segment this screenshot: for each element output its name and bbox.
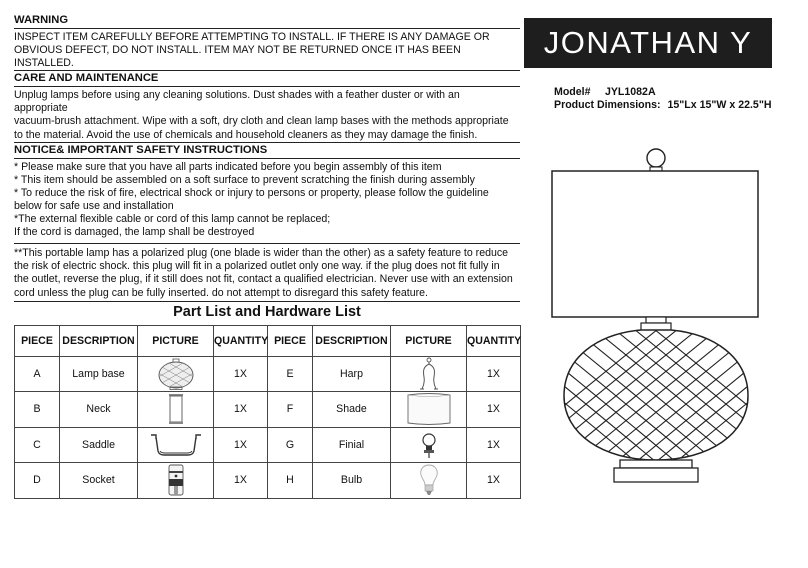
harp-icon xyxy=(391,356,467,392)
piece-cell: C xyxy=(15,427,60,463)
description-cell: Saddle xyxy=(60,427,138,463)
quantity-cell: 1X xyxy=(214,392,268,428)
shade-drawing xyxy=(552,171,758,317)
piece-cell: H xyxy=(268,463,313,499)
piece-cell: B xyxy=(15,392,60,428)
brand-logo: JONATHAN Y xyxy=(524,18,772,68)
warning-heading: WARNING xyxy=(14,14,520,29)
parts-header-row xyxy=(15,325,521,356)
description-cell: Finial xyxy=(313,427,391,463)
quantity-cell: 1X xyxy=(467,356,521,392)
piece-cell: D xyxy=(15,463,60,499)
base-drawing xyxy=(614,460,698,482)
header-piece: PIECE xyxy=(268,325,313,356)
neck-icon xyxy=(138,392,214,428)
finial-icon xyxy=(391,427,467,463)
neck-drawing xyxy=(641,317,671,331)
description-cell: Shade xyxy=(313,392,391,428)
bulb-icon xyxy=(391,463,467,499)
header-picture: PICTURE xyxy=(391,325,467,356)
table-row xyxy=(15,392,521,428)
product-dimensions: Product Dimensions: 15"Lx 15"W x 22.5"H xyxy=(554,99,772,111)
notice-heading: NOTICE& IMPORTANT SAFETY INSTRUCTIONS xyxy=(14,144,520,159)
parts-table-title: Part List and Hardware List xyxy=(173,303,361,320)
socket-icon xyxy=(138,463,214,499)
notice-text: * Please make sure that you have all parts indicated before you begin assembly of this item * This item should be assembled on a soft surface to prevent scratching the finish during assembly * To reduce the risk of fire, electrical shock or injury to persons or property, please follow the guideline below for safe use and installation *The external flexible cable or cord of this lamp cannot be replaced; If the cord is damaged, the lamp shall be destroyed xyxy=(14,160,489,239)
saddle-icon xyxy=(138,427,214,463)
header-quantity: QUANTITY xyxy=(214,325,268,356)
table-row xyxy=(15,356,521,392)
parts-table xyxy=(14,325,521,499)
care-heading: CARE AND MAINTENANCE xyxy=(14,72,520,87)
description-cell: Lamp base xyxy=(60,356,138,392)
piece-cell: G xyxy=(268,427,313,463)
care-text: Unplug lamps before using any cleaning solutions. Dust shades with a feather duster or with an appropriate vacuum-brush attachment. Wipe with a soft, dry cloth and clean lamp bases with the methods appropriate to the material. Avoid the use of chemicals and household cleaners as they may damage the finish. xyxy=(14,87,520,142)
piece-cell: A xyxy=(15,356,60,392)
header-description: DESCRIPTION xyxy=(313,325,391,356)
shade-icon xyxy=(391,392,467,428)
header-piece: PIECE xyxy=(15,325,60,356)
quantity-cell: 1X xyxy=(467,392,521,428)
description-cell: Socket xyxy=(60,463,138,499)
table-row xyxy=(15,463,521,499)
header-picture: PICTURE xyxy=(138,325,214,356)
header-quantity: QUANTITY xyxy=(467,325,521,356)
lamp-illustration xyxy=(548,142,766,490)
piece-cell: F xyxy=(268,392,313,428)
description-cell: Harp xyxy=(313,356,391,392)
finial-drawing xyxy=(647,149,665,171)
quantity-cell: 1X xyxy=(214,356,268,392)
instructions-column xyxy=(14,14,520,499)
description-cell: Neck xyxy=(60,392,138,428)
table-row xyxy=(15,427,521,463)
description-cell: Bulb xyxy=(313,463,391,499)
polarized-plug-text: **This portable lamp has a polarized plug (one blade is wider than the other) as a safety feature to reduce the risk of electric shock. this plug will fit in a polarized outlet only one way. if the plug does not fit fully in the outlet, reverse the plug, if it still does not fit, contact a qualified electrician. Never use with an extension cord unless the plug can be fully inserted. do not attempt to disregard this safety feature. xyxy=(14,247,513,299)
warning-text: INSPECT ITEM CAREFULLY BEFORE ATTEMPTING TO INSTALL. IF THERE IS ANY DAMAGE OR OBVIOUS DEFECT, DO NOT INSTALL. ITEM MAY NOT BE RETURNED ONCE IT HAS BEEN INSTALLED. xyxy=(14,29,520,71)
polarized-divider xyxy=(14,301,520,302)
header-description: DESCRIPTION xyxy=(60,325,138,356)
quantity-cell: 1X xyxy=(214,463,268,499)
quantity-cell: 1X xyxy=(214,427,268,463)
model-number: Model# JYL1082A xyxy=(554,86,656,98)
quantity-cell: 1X xyxy=(467,427,521,463)
piece-cell: E xyxy=(268,356,313,392)
quantity-cell: 1X xyxy=(467,463,521,499)
lamp-base-icon xyxy=(138,356,214,392)
